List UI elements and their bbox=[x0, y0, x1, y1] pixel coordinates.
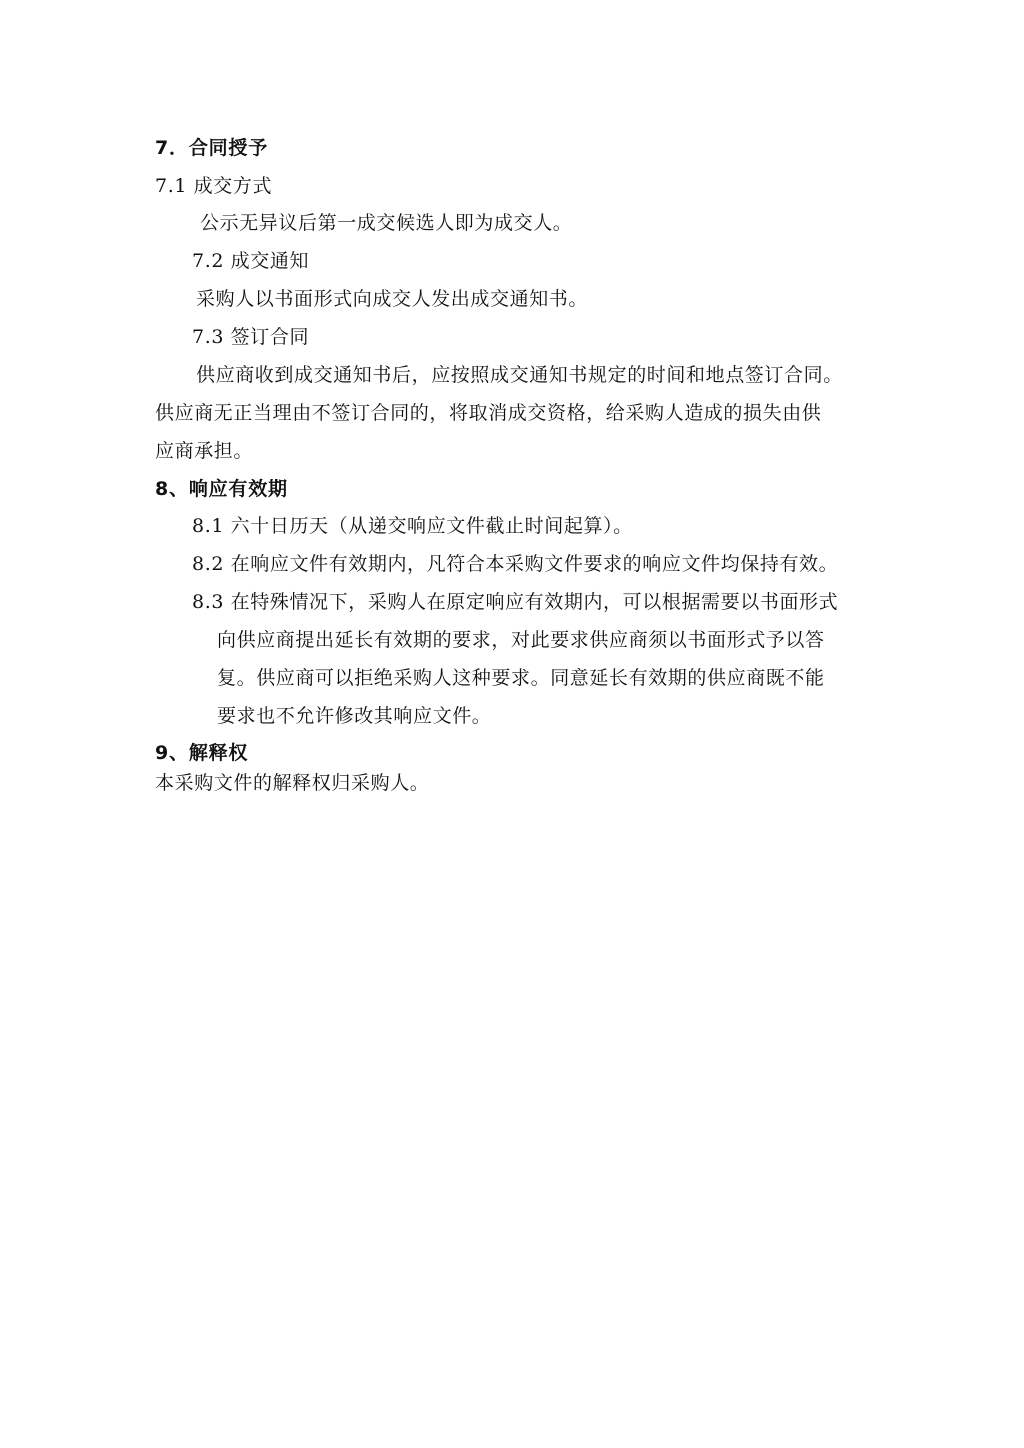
section-7-1-body: 公示无异议后第一成交候选人即为成交人。 bbox=[200, 212, 573, 234]
section-7-2-title: 7.2 成交通知 bbox=[192, 250, 310, 272]
section-7-heading: 7．合同授予 bbox=[155, 137, 269, 159]
section-7-1-title: 7.1 成交方式 bbox=[155, 175, 273, 197]
section-7-2-body: 采购人以书面形式向成交人发出成交通知书。 bbox=[196, 288, 589, 310]
section-8-3-line-4: 要求也不允许修改其响应文件。 bbox=[217, 705, 492, 727]
section-7-3-body-line-1: 供应商收到成交通知书后，应按照成交通知书规定的时间和地点签订合同。 bbox=[196, 364, 843, 386]
section-9-body: 本采购文件的解释权归采购人。 bbox=[155, 772, 430, 794]
section-7-3-body-line-2: 供应商无正当理由不签订合同的，将取消成交资格，给采购人造成的损失由供 bbox=[155, 402, 822, 424]
section-7-3-body-line-3: 应商承担。 bbox=[155, 440, 254, 462]
section-8-2: 8.2 在响应文件有效期内，凡符合本采购文件要求的响应文件均保持有效。 bbox=[192, 553, 839, 575]
section-8-3-line-2: 向供应商提出延长有效期的要求，对此要求供应商须以书面形式予以答 bbox=[217, 629, 825, 651]
section-8-heading: 8、响应有效期 bbox=[155, 478, 288, 500]
section-8-3-line-1: 8.3 在特殊情况下，采购人在原定响应有效期内，可以根据需要以书面形式 bbox=[192, 591, 839, 613]
section-7-3-title: 7.3 签订合同 bbox=[192, 326, 310, 348]
section-8-3-line-3: 复。供应商可以拒绝采购人这种要求。同意延长有效期的供应商既不能 bbox=[217, 667, 825, 689]
section-8-1: 8.1 六十日历天（从递交响应文件截止时间起算）。 bbox=[192, 515, 633, 537]
section-9-heading: 9、解释权 bbox=[155, 742, 249, 764]
